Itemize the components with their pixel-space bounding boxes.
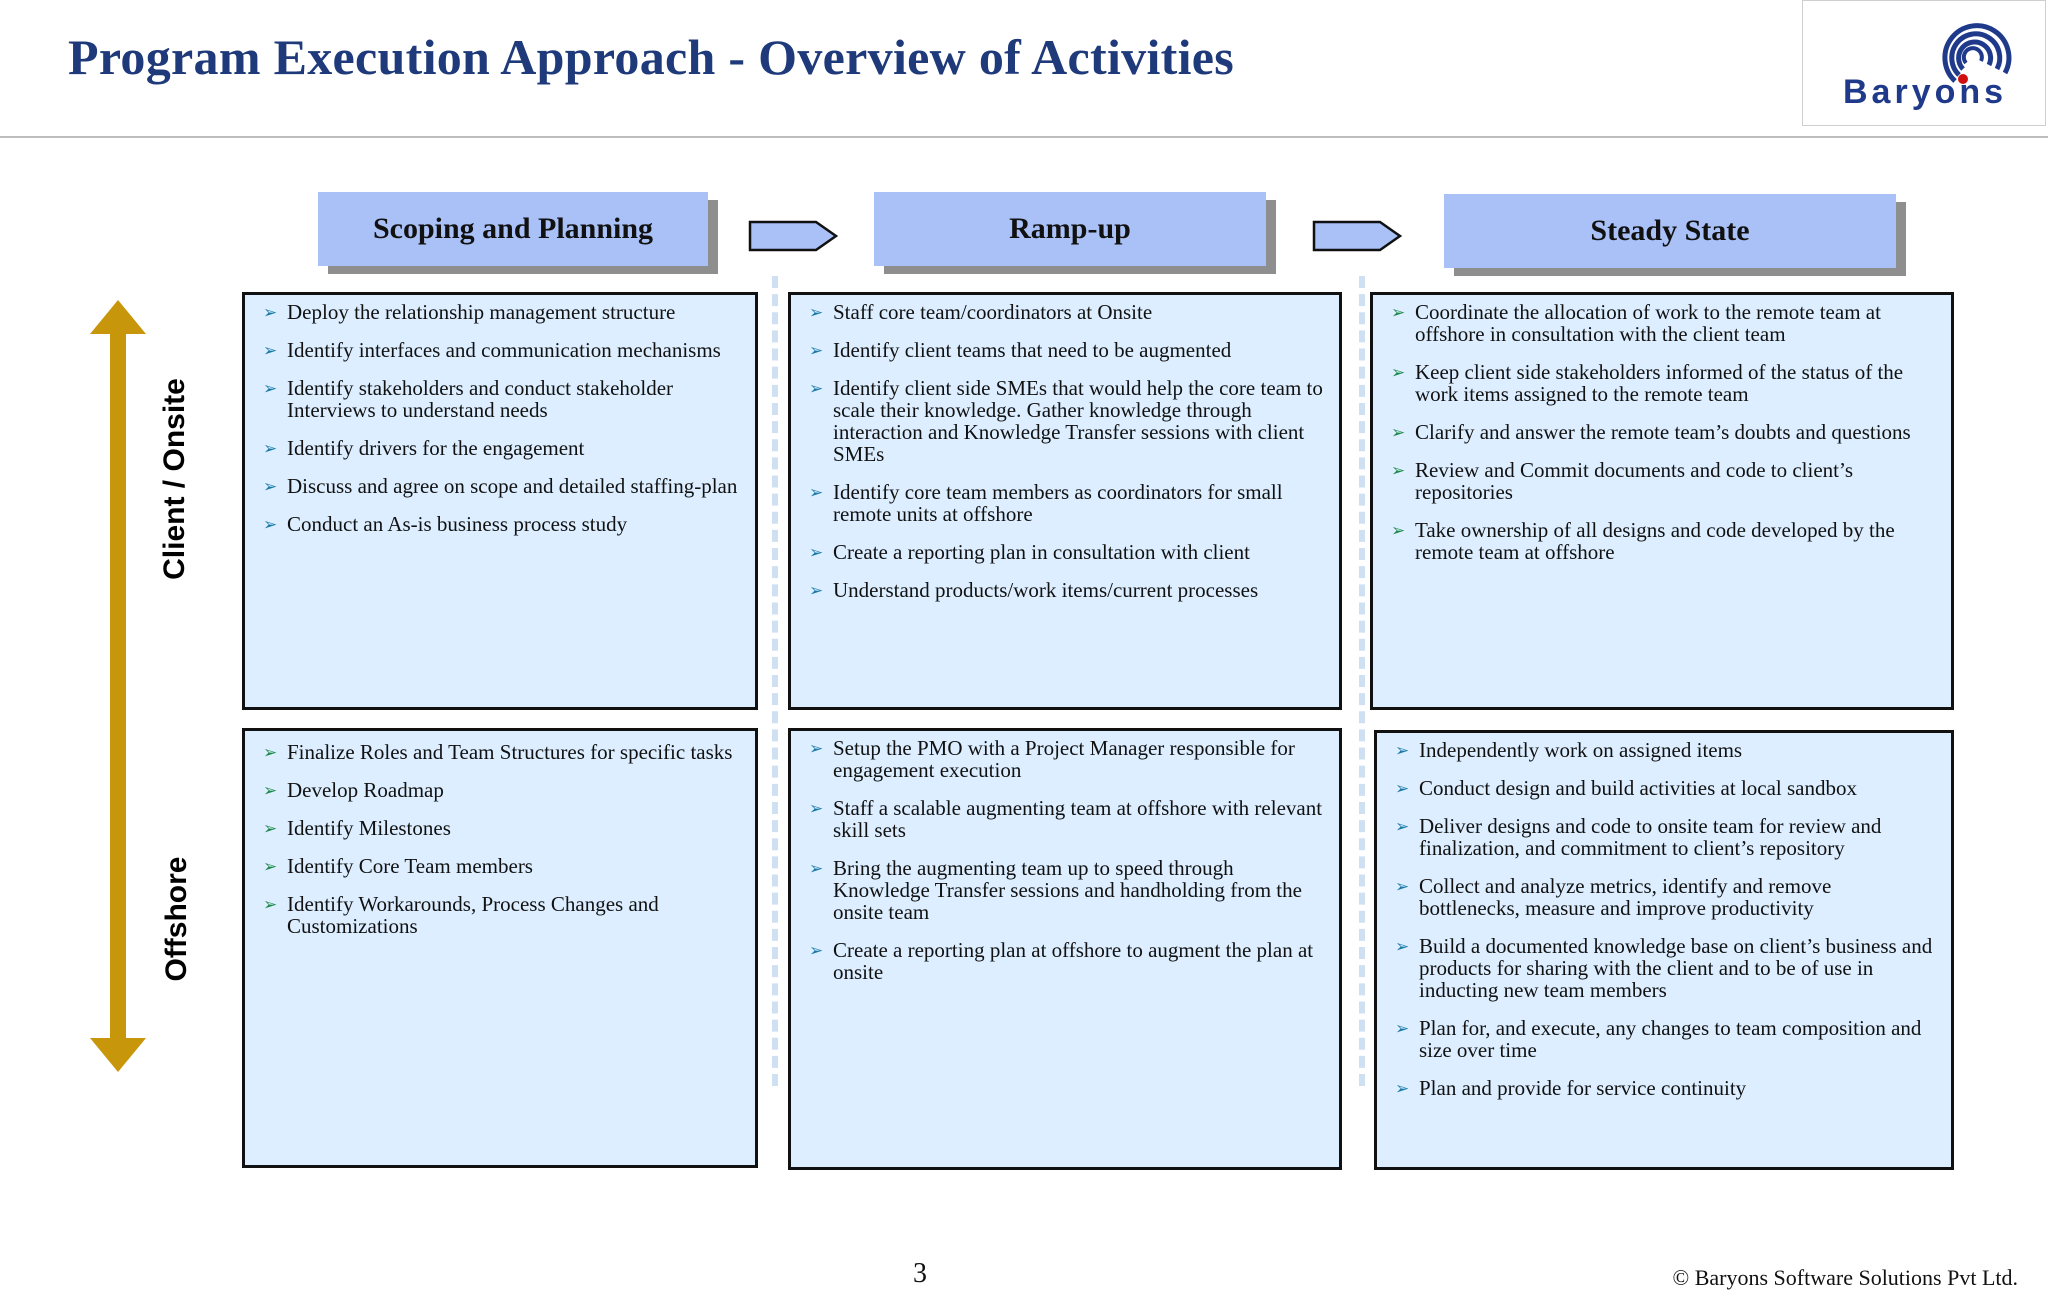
activity-text: Coordinate the allocation of work to the remote team at offshore in consultation with the client team	[1415, 300, 1881, 346]
phase-arrow-icon	[748, 218, 840, 254]
activity-text: Staff core team/coordinators at Onsite	[833, 300, 1153, 324]
slide-title: Program Execution Approach - Overview of Activities	[68, 29, 1235, 85]
arrow-bullet-icon: ➢	[1395, 1019, 1410, 1039]
activity-item	[263, 377, 741, 421]
activity-item	[1395, 1077, 1937, 1099]
activity-item	[809, 579, 1325, 601]
activity-item	[263, 779, 741, 801]
arrow-bullet-icon: ➢	[263, 819, 278, 839]
activity-text: Identify stakeholders and conduct stakeholder Interviews to understand needs	[287, 376, 674, 422]
activity-text: Staff a scalable augmenting team at offshore with relevant skill sets	[833, 796, 1323, 842]
activity-item	[1391, 519, 1937, 563]
activity-text: Identify Workarounds, Process Changes and Customizations	[287, 892, 659, 938]
activity-list	[809, 301, 1325, 601]
activity-item	[263, 301, 741, 323]
arrow-bullet-icon: ➢	[1395, 817, 1410, 837]
panel-onsite-scoping	[242, 292, 758, 710]
panel-offshore-scoping	[242, 728, 758, 1168]
arrow-bullet-icon: ➢	[809, 799, 824, 819]
activity-list	[263, 741, 741, 937]
arrow-bullet-icon: ➢	[263, 515, 278, 535]
activity-item	[1391, 421, 1937, 443]
activity-text: Understand products/work items/current processes	[833, 578, 1259, 602]
activity-list	[263, 301, 741, 535]
arrow-bullet-icon: ➢	[1391, 461, 1406, 481]
activity-text: Identify core team members as coordinators for small remote units at offshore	[833, 480, 1283, 526]
arrow-bullet-icon: ➢	[1391, 303, 1406, 323]
arrow-bullet-icon: ➢	[263, 439, 278, 459]
activity-text: Identify Core Team members	[287, 854, 533, 878]
page-number: 3	[913, 1258, 927, 1289]
activity-text: Review and Commit documents and code to client’s repositories	[1415, 458, 1853, 504]
arrow-bullet-icon: ➢	[1395, 779, 1410, 799]
arrow-bullet-icon: ➢	[1395, 1079, 1410, 1099]
panel-onsite-steady	[1370, 292, 1954, 710]
activity-item	[263, 855, 741, 877]
activity-text: Identify client side SMEs that would help the core team to scale their knowledge. Gather knowledge through interaction and Knowledge Transfer sessions with client SMEs	[833, 376, 1323, 466]
activity-item	[1395, 1017, 1937, 1061]
vertical-double-arrow-icon	[86, 298, 150, 1074]
activity-item	[809, 737, 1325, 781]
copyright-notice: © Baryons Software Solutions Pvt Ltd.	[1672, 1265, 2018, 1290]
activity-text: Bring the augmenting team up to speed through Knowledge Transfer sessions and handholding from the onsite team	[833, 856, 1302, 924]
arrow-bullet-icon: ➢	[1391, 423, 1406, 443]
arrow-bullet-icon: ➢	[809, 941, 824, 961]
activity-item	[809, 797, 1325, 841]
activity-text: Develop Roadmap	[287, 778, 444, 802]
arrow-bullet-icon: ➢	[1395, 877, 1410, 897]
activity-list	[1391, 301, 1937, 563]
activity-item	[263, 893, 741, 937]
company-logo	[1802, 0, 2046, 126]
header-divider	[0, 136, 2048, 138]
activity-item	[1395, 935, 1937, 1001]
activity-item	[263, 339, 741, 361]
activity-text: Discuss and agree on scope and detailed staffing-plan	[287, 474, 738, 498]
activity-item	[1391, 459, 1937, 503]
activity-item	[1395, 875, 1937, 919]
activity-text: Setup the PMO with a Project Manager responsible for engagement execution	[833, 736, 1295, 782]
activity-list	[809, 737, 1325, 983]
activity-item	[809, 481, 1325, 525]
activity-text: Create a reporting plan at offshore to augment the plan at onsite	[833, 938, 1314, 984]
arrow-bullet-icon: ➢	[809, 581, 824, 601]
activity-text: Plan for, and execute, any changes to team composition and size over time	[1419, 1016, 1922, 1062]
activity-text: Identify interfaces and communication mechanisms	[287, 338, 721, 362]
arrow-bullet-icon: ➢	[809, 379, 824, 399]
arrow-bullet-icon: ➢	[1395, 741, 1410, 761]
activity-item	[263, 513, 741, 535]
arrow-bullet-icon: ➢	[809, 543, 824, 563]
activity-item	[263, 817, 741, 839]
activity-text: Identify Milestones	[287, 816, 451, 840]
activity-text: Plan and provide for service continuity	[1419, 1076, 1747, 1100]
arrow-bullet-icon: ➢	[1391, 363, 1406, 383]
activity-text: Conduct design and build activities at local sandbox	[1419, 776, 1857, 800]
activity-item	[1395, 777, 1937, 799]
activity-text: Independently work on assigned items	[1419, 738, 1743, 762]
column-divider	[1359, 276, 1365, 1086]
panel-offshore-rampup	[788, 728, 1342, 1170]
activity-item	[1395, 815, 1937, 859]
activity-item	[809, 301, 1325, 323]
activity-text: Deliver designs and code to onsite team for review and finalization, and commitment to client’s repository	[1419, 814, 1882, 860]
arrow-bullet-icon: ➢	[263, 379, 278, 399]
activity-list	[1395, 739, 1937, 1099]
activity-text: Finalize Roles and Team Structures for specific tasks	[287, 740, 733, 764]
activity-text: Identify client teams that need to be augmented	[833, 338, 1232, 362]
phase-header-scoping: Scoping and Planning	[318, 192, 708, 266]
arrow-bullet-icon: ➢	[809, 303, 824, 323]
activity-item	[263, 741, 741, 763]
column-divider	[772, 276, 778, 1086]
activity-text: Collect and analyze metrics, identify and remove bottlenecks, measure and improve productivity	[1419, 874, 1832, 920]
phase-header-rampup: Ramp-up	[874, 192, 1266, 266]
panel-onsite-rampup	[788, 292, 1342, 710]
arrow-bullet-icon: ➢	[809, 739, 824, 759]
activity-text: Conduct an As-is business process study	[287, 512, 628, 536]
activity-text: Deploy the relationship management structure	[287, 300, 676, 324]
arrow-bullet-icon: ➢	[263, 341, 278, 361]
arrow-bullet-icon: ➢	[263, 477, 278, 497]
activity-item	[263, 475, 741, 497]
phase-arrow-icon	[1312, 218, 1404, 254]
logo-wordmark: Baryons	[1843, 73, 2008, 111]
activity-text: Take ownership of all designs and code developed by the remote team at offshore	[1415, 518, 1895, 564]
arrow-bullet-icon: ➢	[1391, 521, 1406, 541]
arrow-bullet-icon: ➢	[809, 859, 824, 879]
activity-item	[809, 857, 1325, 923]
panel-offshore-steady	[1374, 730, 1954, 1170]
activity-text: Clarify and answer the remote team’s doubts and questions	[1415, 420, 1911, 444]
activity-text: Identify drivers for the engagement	[287, 436, 585, 460]
arrow-bullet-icon: ➢	[1395, 937, 1410, 957]
activity-text: Build a documented knowledge base on client’s business and products for sharing with the client and to be of use in inducting new team members	[1419, 934, 1933, 1002]
arrow-bullet-icon: ➢	[809, 483, 824, 503]
arrow-bullet-icon: ➢	[263, 857, 278, 877]
arrow-bullet-icon: ➢	[809, 341, 824, 361]
activity-text: Keep client side stakeholders informed of the status of the work items assigned to the remote team	[1415, 360, 1904, 406]
activity-item	[1391, 301, 1937, 345]
activity-item	[1391, 361, 1937, 405]
activity-item	[809, 939, 1325, 983]
activity-item	[809, 377, 1325, 465]
arrow-bullet-icon: ➢	[263, 895, 278, 915]
activity-item	[809, 541, 1325, 563]
activity-item	[263, 437, 741, 459]
activity-item	[809, 339, 1325, 361]
row-label-offshore: Offshore	[160, 856, 193, 982]
activity-text: Create a reporting plan in consultation with client	[833, 540, 1250, 564]
phase-header-steady: Steady State	[1444, 194, 1896, 268]
arrow-bullet-icon: ➢	[263, 303, 278, 323]
arrow-bullet-icon: ➢	[263, 781, 278, 801]
activity-item	[1395, 739, 1937, 761]
row-label-onsite: Client / Onsite	[158, 378, 191, 580]
arrow-bullet-icon: ➢	[263, 743, 278, 763]
